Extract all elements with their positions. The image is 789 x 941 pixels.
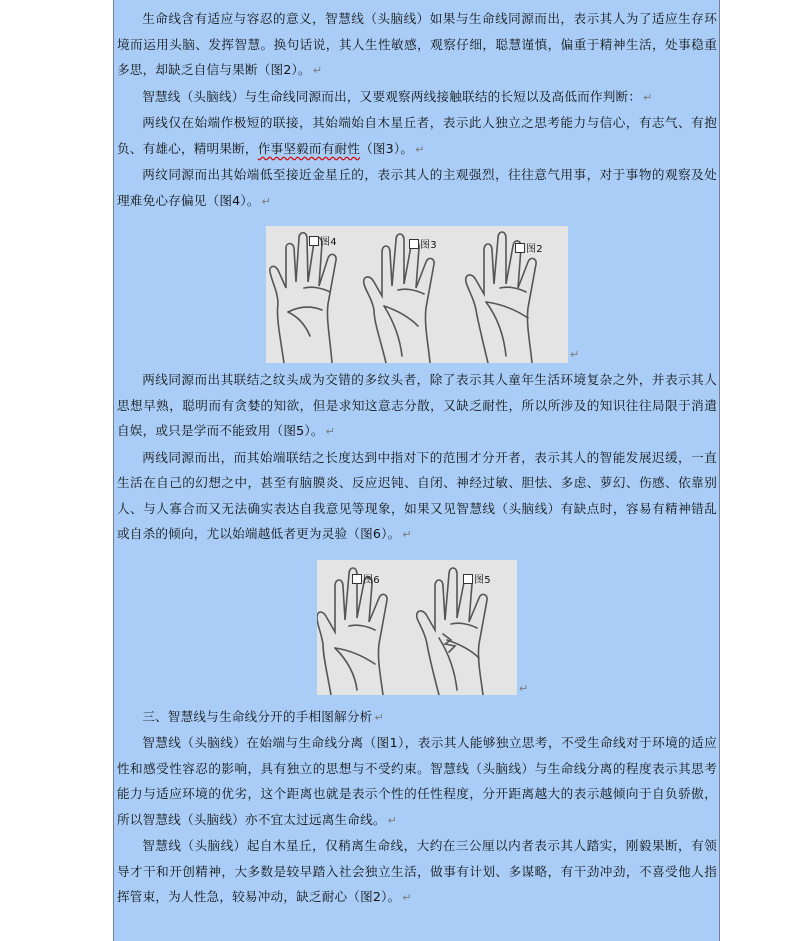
- paragraph-mark-icon: ↵: [261, 194, 272, 208]
- palm-figure-top[interactable]: [266, 226, 568, 363]
- section-heading-text: 三、智慧线与生命线分开的手相图解分析: [142, 708, 373, 724]
- paragraph-7: [117, 730, 717, 833]
- paragraph-5: [117, 367, 717, 445]
- palm-figure-bottom[interactable]: [317, 560, 517, 695]
- paragraph-mark-icon: ↵: [570, 348, 580, 361]
- figure-label-5: 图5: [463, 574, 491, 587]
- paragraph-text: 两线仅在始端作极短的联接，其始端始自木星丘者，表示此人独立之思考能力与信心，有志气、有抱负、有雄心，精明果断，: [117, 115, 717, 156]
- figure-label-4: 图4: [309, 236, 337, 249]
- figure-block-top: [117, 214, 717, 367]
- paragraph-mark-icon: ↵: [415, 142, 425, 156]
- paragraph-text: 智慧线（头脑线）与生命线同源而出，又要观察两线接触联结的长短以及高低而作判断：: [142, 88, 642, 104]
- paragraph-text: 两纹同源而出其始端低至接近金星丘的，表示其人的主观强烈，往往意气用事，对于事物的观察及处理难免心存偏见（图4）。: [117, 167, 717, 208]
- document-body: [117, 6, 717, 911]
- paragraph-mark-icon: ↵: [402, 891, 412, 904]
- paragraph-text: 智慧线（头脑线）在始端与生命线分离（图1），表示其人能够独立思考，不受生命线对于环境的适应性和感受性容忍的影响，具有独立的思想与不受约束。智慧线（头脑线）与生命线分离的程度表示其思考能力与适应环境的优劣，这个距离也就是表示个性的任性程度，分开距离越大的表示越倾向于自负骄傲，所以智慧线（头脑线）亦不宜太过远离生命线。: [117, 735, 717, 827]
- section-heading: [117, 704, 717, 731]
- paragraph-mark-icon: ↵: [643, 90, 653, 104]
- paragraph-3: [117, 110, 717, 162]
- paragraph-text: 生命线含有适应与容忍的意义，智慧线（头脑线）如果与生命线同源而出，表示其人为了适应生存环境而运用头脑、发挥智慧。换句话说，其人生性敏感，观察仔细，聪慧谨慎，偏重于精神生活，处事稳重多思，却缺乏自信与果断（图2）。: [117, 11, 717, 77]
- paragraph-mark-icon: ↵: [325, 425, 336, 438]
- paragraph-mark-icon: ↵: [312, 64, 323, 77]
- figure-label-6: 图6: [352, 574, 380, 587]
- paragraph-mark-icon: ↵: [387, 813, 398, 827]
- paragraph-8: [117, 833, 717, 911]
- paragraph-mark-icon: ↵: [402, 528, 412, 541]
- paragraph-mark-icon: ↵: [374, 710, 384, 724]
- paragraph-4: [117, 162, 717, 214]
- paragraph-text: 智慧线（头脑线）起自木星丘，仅稍离生命线，大约在三公厘以内者表示其人踏实，刚毅果断，有领导才干和开创精神，大多数是较早踏入社会独立生活，做事有计划、多谋略，有干劲冲劲，不喜受他人指挥管束，为人性急，较易冲动，缺乏耐心（图2）。: [117, 838, 717, 904]
- paragraph-mark-icon: ↵: [519, 681, 529, 695]
- paragraph-text: 两线同源而出其联结之纹头成为交错的多纹头者，除了表示其人童年生活环境复杂之外，并表示其人思想早熟，聪明而有贪婪的知欲，但是求知这意志分散，又缺乏耐性，所以所涉及的知识往往局限于消遣自娱，或只是学而不能致用（图5）。: [117, 372, 717, 438]
- paragraph-2: [117, 84, 717, 111]
- paragraph-6: [117, 445, 717, 548]
- figure-label-3: 图3: [409, 239, 437, 252]
- spellcheck-flagged-text[interactable]: 作事坚毅而有耐性: [257, 140, 361, 156]
- figure-label-2: 图2: [515, 243, 543, 256]
- paragraph-1: [117, 6, 717, 84]
- paragraph-text: （图3）。: [360, 140, 414, 156]
- paragraph-text: 两线同源而出，而其始端联结之长度达到中指对下的范围才分开者，表示其人的智能发展迟缓，一直生活在自己的幻想之中，甚至有脑膜炎、反应迟钝、自闭、神经过敏、胆怯、多虑、萝幻、伤感、依靠别人、与人寡合而又无法确实表达自我意见等现象，如果又见智慧线（头脑线）有缺点时，容易有精神错乱或自杀的倾向，尤以始端越低者更为灵验（图6）。: [117, 449, 717, 541]
- figure-block-bottom: [117, 548, 717, 704]
